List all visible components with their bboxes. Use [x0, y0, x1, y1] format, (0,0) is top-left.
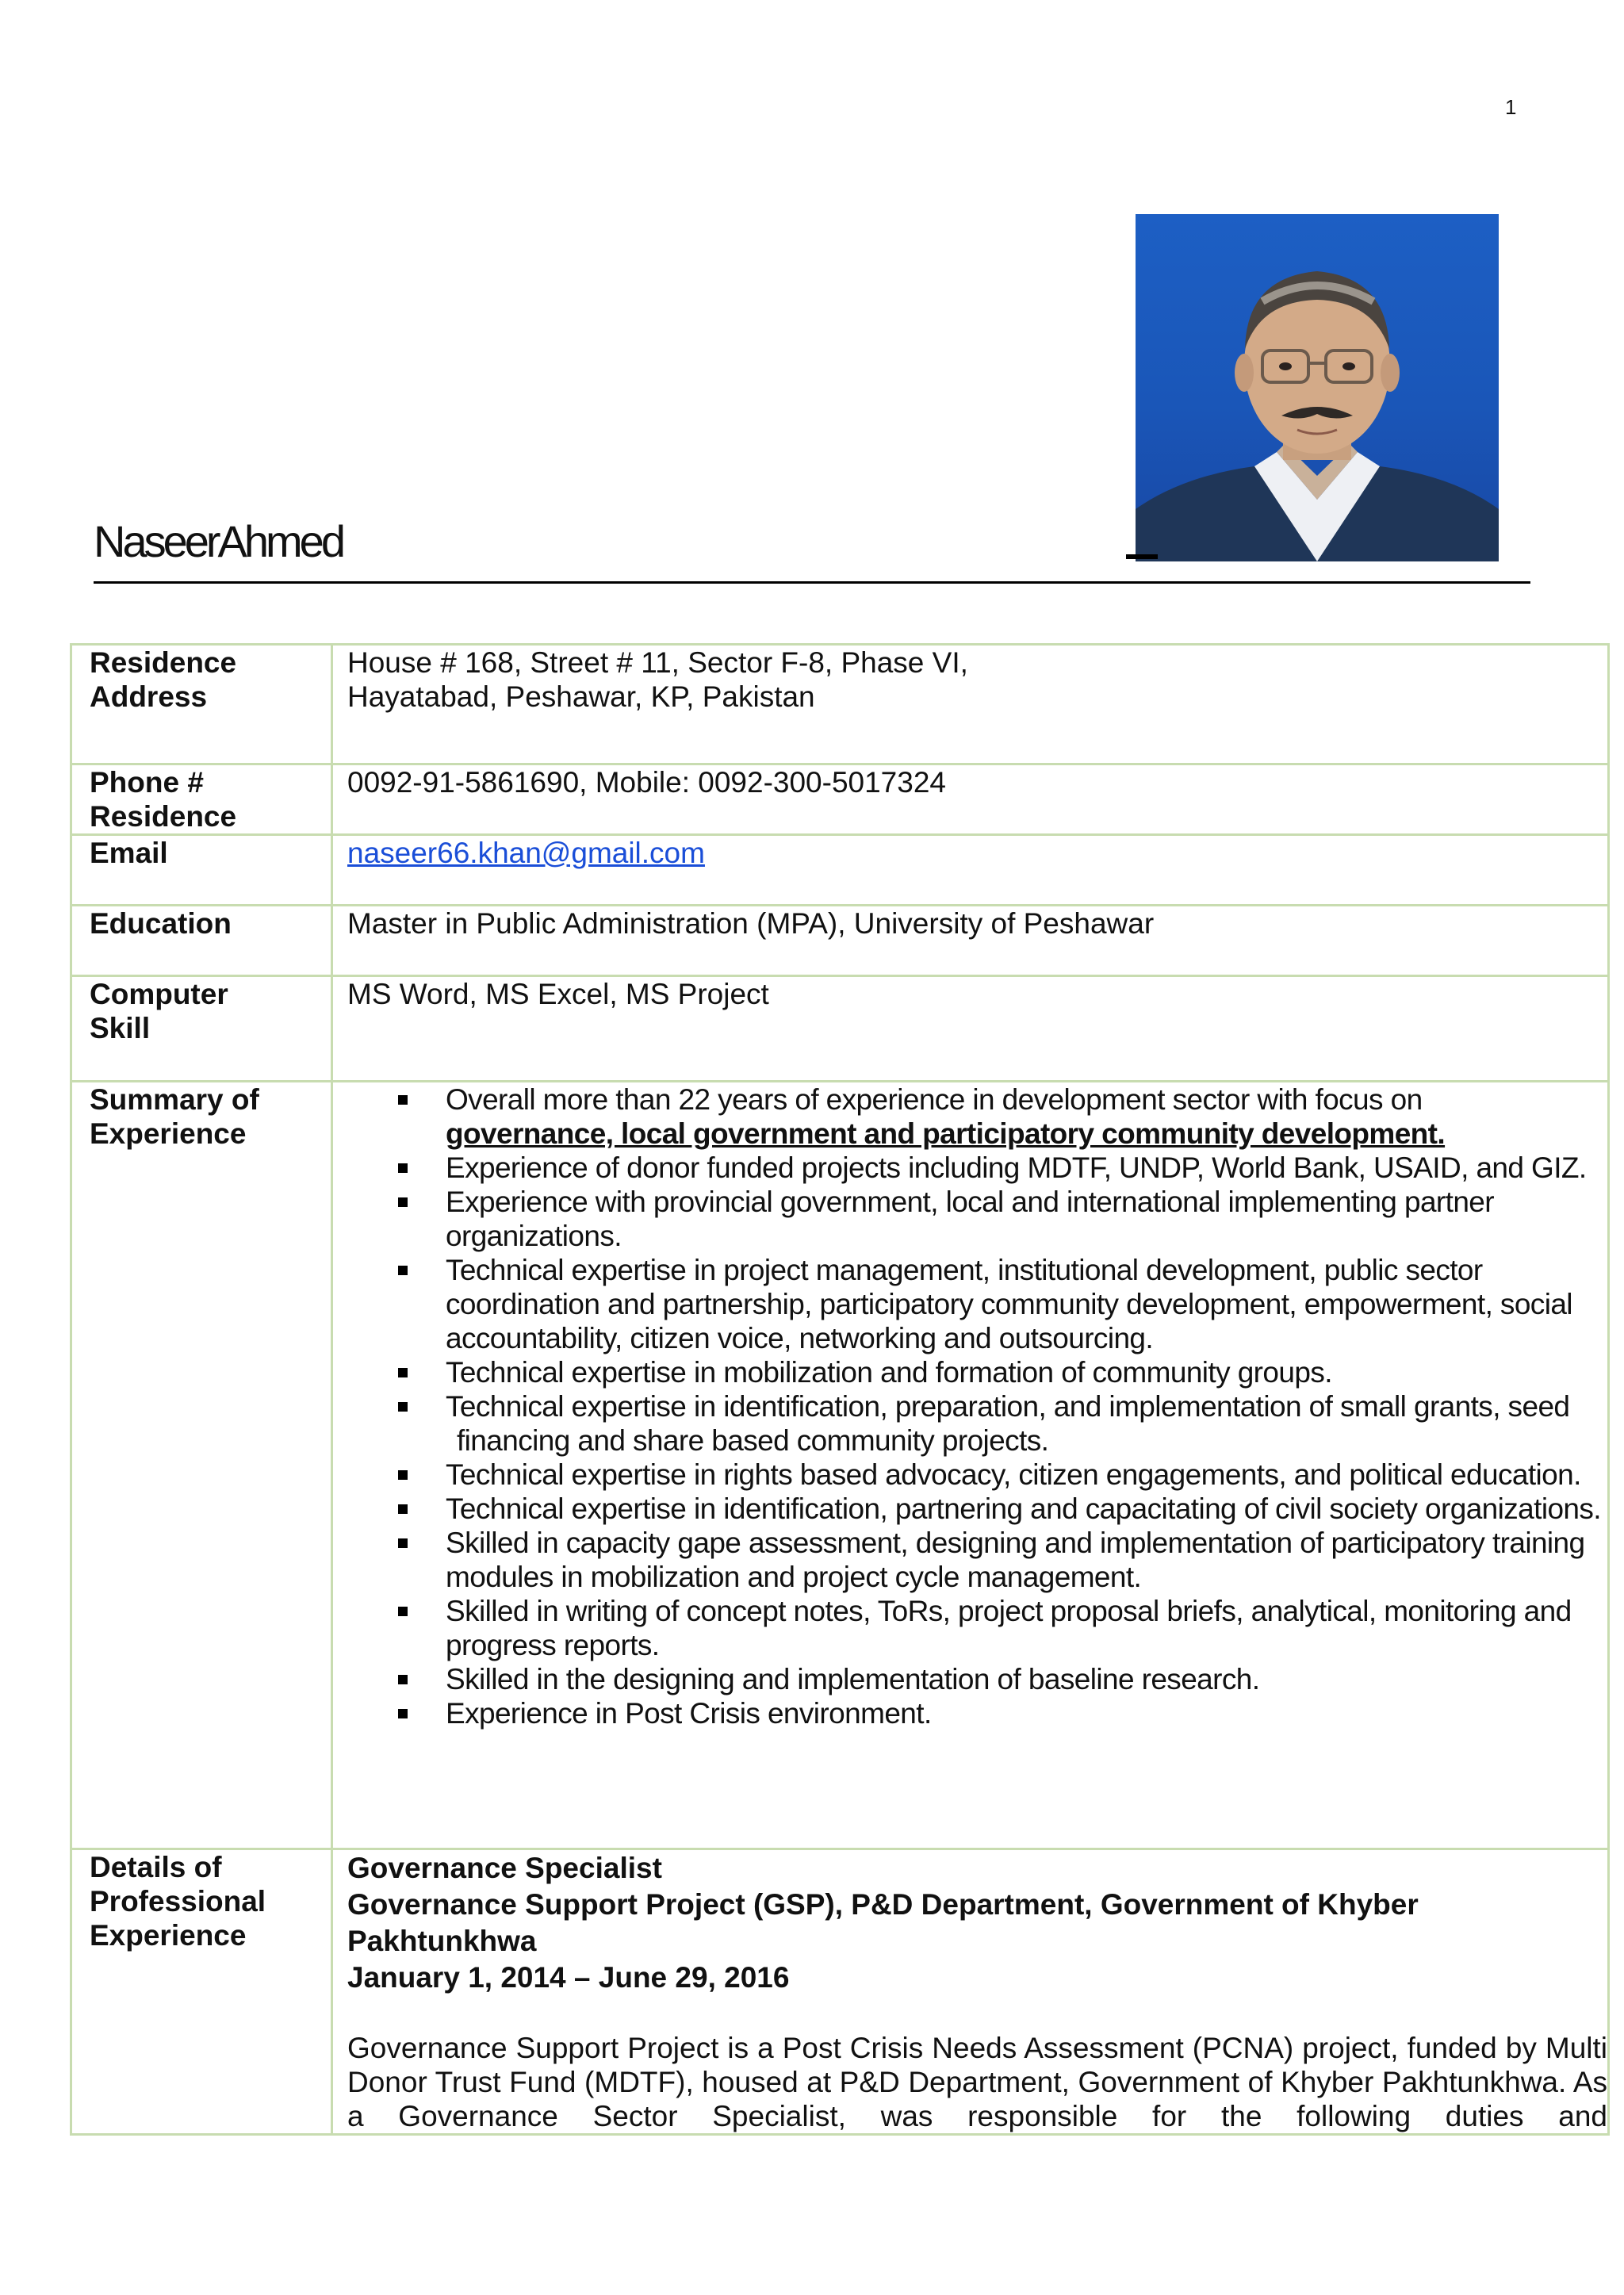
- label-summary-of-experience: [71, 1082, 332, 1849]
- label-phone-line-1: Phone #: [90, 766, 204, 799]
- value-phone: 0092-91-5861690, Mobile: 0092-300-5017324: [332, 764, 1609, 835]
- job-dates: January 1, 2014 – June 29, 2016: [347, 1961, 790, 1994]
- list-item: Experience of donor funded projects including MDTF, UNDP, World Bank, USAID, and GIZ.: [347, 1151, 1607, 1185]
- job-project: Governance Support Project (GSP), P&D Department, Government of Khyber Pakhtunkhwa: [347, 1888, 1419, 1957]
- address-line-2: Hayatabad, Peshawar, KP, Pakistan: [347, 680, 815, 713]
- label-phone-line-2: Residence: [90, 800, 237, 833]
- label-email: Email: [71, 835, 332, 906]
- list-item: Technical expertise in mobilization and formation of community groups.: [347, 1355, 1607, 1389]
- list-item: Skilled in writing of concept notes, ToRs, project proposal briefs, analytical, monitoring and progress reports.: [347, 1594, 1607, 1662]
- label-details-line-1: Details of: [90, 1851, 222, 1883]
- applicant-name: NaseerAhmed: [94, 516, 343, 566]
- list-item: Technical expertise in project management, institutional development, public sector coordination and partnership, participatory community development, empowerment, social accountability, citizen voice, networking and outsourcing.: [347, 1253, 1607, 1355]
- cv-table: [70, 643, 1610, 2136]
- label-summary-line-2: Experience: [90, 1117, 247, 1150]
- row-summary-of-experience: [71, 1082, 1609, 1849]
- list-item: Technical expertise in rights based advocacy, citizen engagements, and political education.: [347, 1458, 1607, 1492]
- label-details-line-3: Experience: [90, 1919, 247, 1952]
- value-professional-experience: [332, 1849, 1609, 2135]
- job-description: Governance Support Project is a Post Crisis Needs Assessment (PCNA) project, funded by Multi Donor Trust Fund (MDTF), housed at P&D Department, Government of Khyber Pakhtunkhwa. As a Governance Sector Specialist, was responsible for the following duties and: [347, 2032, 1607, 2132]
- row-computer-skill: [71, 976, 1609, 1082]
- list-item: Skilled in the designing and implementation of baseline research.: [347, 1662, 1607, 1696]
- profile-photo: [1136, 214, 1499, 561]
- summary-item-text: Technical expertise in identification, preparation, and implementation of small grants, seed: [446, 1390, 1570, 1423]
- email-link[interactable]: naseer66.khan@gmail.com: [347, 837, 705, 869]
- summary-item-text-continued: financing and share based community projects.: [457, 1424, 1049, 1457]
- list-item: [347, 1082, 1607, 1151]
- label-computer-skill: [71, 976, 332, 1082]
- address-line-1: House # 168, Street # 11, Sector F-8, Phase VI,: [347, 646, 968, 679]
- value-email: [332, 835, 1609, 906]
- label-phone: [71, 764, 332, 835]
- label-computer-skill-line-2: Skill: [90, 1012, 151, 1044]
- label-residence-address: Residence Address: [71, 645, 332, 764]
- value-computer-skill: MS Word, MS Excel, MS Project: [332, 976, 1609, 1082]
- summary-list: [347, 1082, 1607, 1730]
- row-education: [71, 906, 1609, 976]
- list-item: Technical expertise in identification, partnering and capacitating of civil society organizations.: [347, 1492, 1607, 1526]
- header-divider: [94, 581, 1530, 584]
- summary-item-text: Overall more than 22 years of experience in development sector with focus on: [446, 1083, 1423, 1116]
- list-item: Skilled in capacity gape assessment, designing and implementation of participatory training modules in mobilization and project cycle management.: [347, 1526, 1607, 1594]
- value-education: Master in Public Administration (MPA), University of Peshawar: [332, 906, 1609, 976]
- page-number: 1: [1505, 95, 1517, 119]
- list-item: Experience with provincial government, local and international implementing partner organizations.: [347, 1185, 1607, 1253]
- list-item: [347, 1389, 1607, 1458]
- list-item: Experience in Post Crisis environment.: [347, 1696, 1607, 1730]
- summary-item-emphasis: governance, local government and participatory community development.: [446, 1117, 1446, 1150]
- label-professional-experience: [71, 1849, 332, 2135]
- photo-underline: [1126, 554, 1158, 559]
- label-summary-line-1: Summary of: [90, 1083, 259, 1116]
- label-education: Education: [71, 906, 332, 976]
- row-email: [71, 835, 1609, 906]
- job-title: Governance Specialist: [347, 1852, 662, 1884]
- value-summary-of-experience: [332, 1082, 1609, 1849]
- label-details-line-2: Professional: [90, 1885, 266, 1918]
- row-professional-experience: [71, 1849, 1609, 2135]
- row-residence-address: [71, 645, 1609, 764]
- label-computer-skill-line-1: Computer: [90, 978, 228, 1010]
- row-phone: [71, 764, 1609, 835]
- value-residence-address: [332, 645, 1609, 764]
